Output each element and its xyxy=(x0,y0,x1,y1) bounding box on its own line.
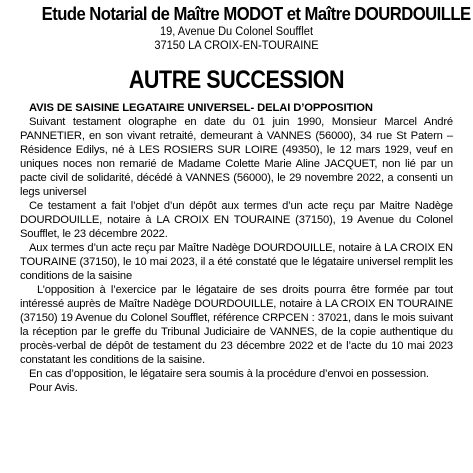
address-city: 37150 LA CROIX-EN-TOURAINE xyxy=(154,40,319,52)
notary-office-name: Etude Notarial de Maître MODOT et Maître DOURDOUILLE xyxy=(41,3,471,24)
notice-title: AUTRE SUCCESSION xyxy=(128,66,345,94)
paragraph-saisine: Aux termes d’un acte reçu par Maître Nadège DOURDOUILLE, notaire à LA CROIX EN TOURAINE (37150), le 10 mai 2023, il a été constaté que le légataire universel remplit les conditions de la saisine xyxy=(20,242,453,282)
paragraph-envoi-possession: En cas d’opposition, le légataire sera soumis à la procédure d’envoi en possession. xyxy=(29,368,429,380)
notary-header xyxy=(20,3,471,53)
address-street: 19, Avenue Du Colonel Soufflet xyxy=(159,26,314,38)
paragraph-pour-avis: Pour Avis. xyxy=(29,382,78,394)
paragraph-deposit: Ce testament a fait l’objet d’un dépôt aux termes d’un acte reçu par Maitre Nadège DOURDOUILLE, notaire à LA CROIX EN TOURAINE (37150), 19 Avenue du Colonel Soufflet, le 23 décembre 2022. xyxy=(20,200,453,240)
paragraph-opposition: L’opposition à l’exercice par le légataire de ses droits pourra être formée par tout intéressé auprès de Maître Nadège DOURDOUILLE, notaire à LA CROIX EN TOURAINE (37150) 19 Avenue du Colonel Soufflet, référence CRPCEN : 37021, dans le mois suivant la réception par le greffe du Tribunal Judiciaire de VANNES, de la copie authentique du procès-verbal de dépôt de testament du 23 décembre 2022 et de l’acte du 10 mai 2023 constatant les conditions de la saisine. xyxy=(20,284,453,366)
paragraph-testament: Suivant testament olographe en date du 01 juin 1990, Monsieur Marcel André PANNETIER, en son vivant retraité, demeurant à VANNES (56000), 34 rue St Patern – Résidence Edilys, né à LES ROSIERS SUR LOIRE (49350), le 12 mars 1929, veuf en uniques noces non remarié de Madame Colette Marie Aline JACQUET, non lié par un pacte civil de solidarité, décédé à VANNES (56000), le 29 novembre 2022, a consenti un legs universel xyxy=(20,116,453,198)
section-heading: AVIS DE SAISINE LEGATAIRE UNIVERSEL- DELAI D’OPPOSITION xyxy=(29,102,373,114)
